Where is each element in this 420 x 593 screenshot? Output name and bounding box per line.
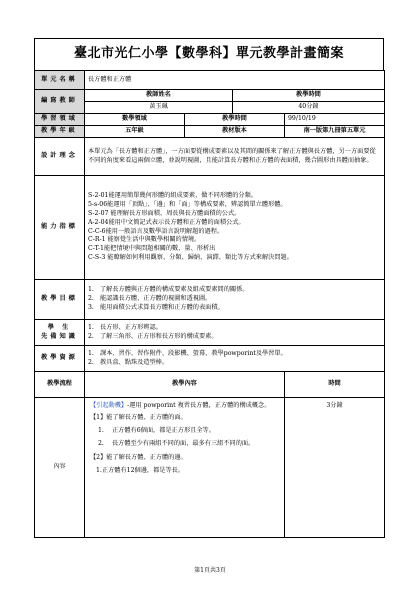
header-time: 時間 <box>285 372 385 398</box>
label-resources: 教學資源 <box>35 346 85 372</box>
indicator-item: C-T-1能把情境中與問題相關的數、量、形析出 <box>88 245 216 253</box>
header-content: 教學內容 <box>85 372 285 398</box>
indicator-item: C-S-3 能瞭解如何利用觀察、分類、歸納、演繹、類比等方式來解決問題。 <box>88 254 293 262</box>
row-editor-header <box>35 90 385 102</box>
indicator-item: S-2-07 能理解長方形面積、周長與長方體面積的公式。 <box>88 209 241 217</box>
page-footer: 第1頁共3頁 <box>194 567 226 574</box>
value-grade: 五年級 <box>85 126 185 138</box>
q1-item: 2. 長方體至少有兩組不同的面，最多有三組不同的面。 <box>98 439 255 447</box>
motivation-text: -運用 powporint 複習長方體，正方體的構成概念。 <box>127 402 271 409</box>
row-design <box>35 138 385 176</box>
prior-item: 2. 了解三角形、正方形和長方形的構成要素。 <box>88 332 218 340</box>
motivation <box>90 402 279 411</box>
label-unit-name: 單元名稱 <box>35 71 85 90</box>
value-objectives <box>85 280 385 320</box>
header-teacher-name: 教師姓名 <box>85 90 233 102</box>
row-prior-knowledge <box>35 320 385 346</box>
row-indicators <box>35 176 385 280</box>
objective-item: 2. 能認識長方體、正方體的視圖和透視圖。 <box>88 295 212 302</box>
row-unit-name <box>35 71 385 90</box>
indicator-item: C-R-1 能察覺生活中與數學相關的情境。 <box>88 236 201 244</box>
header-teaching-time: 教學時間 <box>233 90 385 102</box>
indicator-item: A-2-04能用中文簡記式表示長方體和正方體的面積公式。 <box>88 218 245 226</box>
value-version: 南一版第九冊第五單元 <box>285 126 385 138</box>
label-prior-knowledge: 學 生 先備知識 <box>35 320 85 346</box>
value-domain-time: 99/10/19 <box>285 114 385 126</box>
label-grade: 教學年級 <box>35 126 85 138</box>
lesson-plan-table <box>34 70 385 538</box>
row-flow-header <box>35 372 385 398</box>
resource-item: 1. 課本、習作、習作附件、段影機、螢幕、教學powporint及學習單。 <box>88 349 287 357</box>
flow-content <box>85 398 285 538</box>
objective-item: 1. 了解長方體與正方體的構成要素及組成要素間的關係。 <box>88 286 249 294</box>
question-1: 【1】能了解長方體、正方體的面。 <box>90 413 187 421</box>
q1-item: 1. 正方體有6個面，都是正方形且全等。 <box>98 426 215 434</box>
label-version: 教材版本 <box>185 126 285 138</box>
label-design: 設計理念 <box>35 138 85 176</box>
value-minutes: 40分鐘 <box>233 102 385 114</box>
row-resources <box>35 346 385 372</box>
label-objectives: 教學目標 <box>35 280 85 320</box>
flow-time: 3分鐘 <box>285 398 385 538</box>
q2-item: 1.正方體有12個邊，都是等長。 <box>96 466 185 474</box>
header-flow: 教學流程 <box>35 372 85 398</box>
question-2: 【2】能了解長方體、正方體的邊。 <box>90 453 187 461</box>
row-domain <box>35 114 385 126</box>
value-domain: 數學領域 <box>85 114 185 126</box>
value-resources <box>85 346 385 372</box>
row-objectives <box>35 280 385 320</box>
value-design: 本單元為「長方體和正方體」，一方面要從構成要素以及其間的關係來了解正方體與長方體，另一方面要從不同的角度來看這兩個立體，並說明視圖，且能計算長方體和正方體的表面積，幾合圖形由具體而抽象。 <box>85 138 385 176</box>
label-domain: 學習領域 <box>35 114 85 126</box>
label-domain-time: 教學時間 <box>185 114 285 126</box>
objective-item: 3. 能用面積公式求算長方體和正方體的表面積。 <box>88 303 224 311</box>
row-flow-content <box>35 398 385 538</box>
indicator-item: 5-s-06能運用「頂點」、「邊」和「面」等構成要素，辨認簡單立體形體。 <box>88 200 287 208</box>
prior-item: 1. 長方形、正方形辨認。 <box>88 323 162 331</box>
indicator-item: C-C-6能用一般語言及數學語言說明解題的過程。 <box>88 227 224 235</box>
value-indicators <box>85 176 385 280</box>
value-unit-name: 長方體和正方體 <box>85 71 385 90</box>
resource-item: 2. 教具盒、點珠及造型棒。 <box>88 358 169 366</box>
value-teacher: 黃玉珮 <box>85 102 233 114</box>
label-indicators: 能力指標 <box>35 176 85 280</box>
row-editor-values <box>35 102 385 114</box>
motivation-tag: 【引起動機】 <box>90 402 128 409</box>
indicator-item: S-2-01能運用簡單幾何形體的組成要素，做不同形體的分類。 <box>88 191 257 199</box>
row-grade <box>35 126 385 138</box>
flow-stage: 內容 <box>35 398 85 538</box>
label-editor: 編寫教師 <box>35 90 85 114</box>
page-title: 臺北市光仁小學【數學科】單元教學計畫簡案 <box>34 38 384 70</box>
value-prior-knowledge <box>85 320 385 346</box>
